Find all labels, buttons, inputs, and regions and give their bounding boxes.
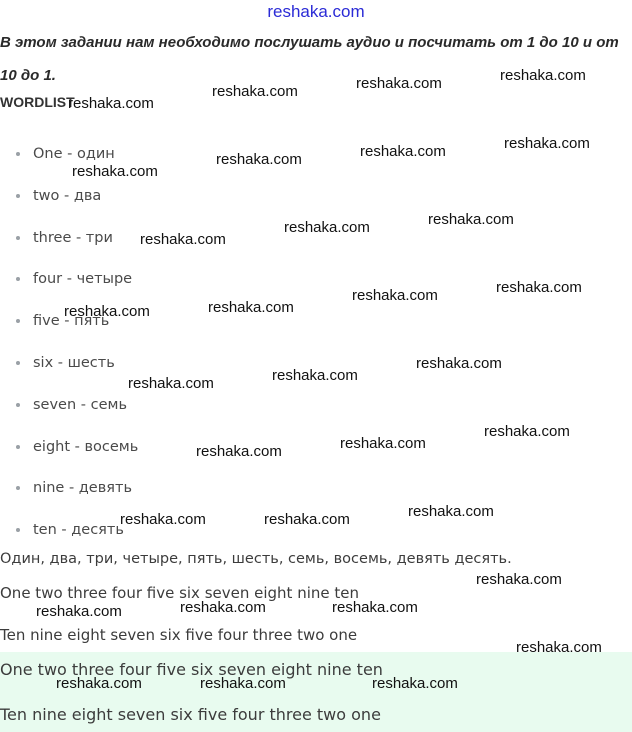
count-down-line: Ten nine eight seven six five four three two one	[0, 626, 358, 644]
bullet-icon	[16, 361, 20, 365]
site-link[interactable]: reshaka.com	[267, 2, 365, 21]
list-item-text: One - один	[33, 146, 115, 162]
list-item-text: six - шесть	[33, 354, 115, 371]
watermark: reshaka.com	[476, 571, 562, 588]
bullet-icon	[16, 194, 20, 198]
bullet-icon	[16, 445, 20, 449]
watermark: reshaka.com	[264, 511, 350, 528]
watermark: reshaka.com	[484, 423, 570, 440]
list-item-text: four - четыре	[33, 271, 133, 288]
bullet-icon	[16, 277, 20, 281]
list-item-text: seven - семь	[33, 396, 127, 413]
watermark: reshaka.com	[200, 675, 286, 692]
watermark: reshaka.com	[360, 143, 446, 160]
watermark: reshaka.com	[416, 355, 502, 372]
task-description: В этом задании нам необходимо послушать аудио и посчитать от 1 до 10 и от 10 до 1.	[0, 34, 619, 84]
bullet-icon	[16, 528, 20, 532]
highlighted-count-up-line: One two three four five six seven eight nine ten	[0, 660, 383, 679]
watermark: reshaka.com	[68, 95, 154, 112]
watermark: reshaka.com	[216, 151, 302, 168]
list-item-text: two - два	[33, 187, 102, 204]
bullet-icon	[16, 403, 20, 407]
watermark: reshaka.com	[128, 375, 214, 392]
list-item-text: eight - восемь	[33, 438, 139, 455]
watermark: reshaka.com	[36, 603, 122, 620]
bullet-icon	[16, 236, 20, 240]
bullet-icon	[16, 319, 20, 323]
list-item-text: five - пять	[33, 313, 110, 330]
watermark: reshaka.com	[496, 279, 582, 296]
watermark: reshaka.com	[72, 163, 158, 180]
watermark: reshaka.com	[196, 443, 282, 460]
list-item	[0, 389, 560, 431]
bullet-icon	[16, 152, 20, 156]
watermark: reshaka.com	[120, 511, 206, 528]
watermark: reshaka.com	[500, 67, 586, 84]
watermark: reshaka.com	[212, 83, 298, 100]
russian-count-line: Один, два, три, четыре, пять, шесть, семь, восемь, девять десять.	[0, 551, 512, 567]
watermark: reshaka.com	[340, 435, 426, 452]
wordlist-heading: WORDLIST	[0, 94, 75, 110]
watermark: reshaka.com	[372, 675, 458, 692]
watermark: reshaka.com	[272, 367, 358, 384]
watermark: reshaka.com	[180, 599, 266, 616]
wordlist	[0, 138, 560, 556]
watermark: reshaka.com	[356, 75, 442, 92]
highlighted-count-down-line: Ten nine eight seven six five four three two one	[0, 705, 381, 724]
count-up-line: One two three four five six seven eight nine ten	[0, 584, 359, 602]
list-item-text: ten - десять	[33, 522, 124, 539]
bullet-icon	[16, 486, 20, 490]
watermark: reshaka.com	[516, 639, 602, 656]
watermark: reshaka.com	[64, 303, 150, 320]
watermark: reshaka.com	[56, 675, 142, 692]
watermark: reshaka.com	[428, 211, 514, 228]
watermark: reshaka.com	[408, 503, 494, 520]
watermark: reshaka.com	[208, 299, 294, 316]
list-item-text: nine - девять	[33, 480, 132, 497]
watermark: reshaka.com	[352, 287, 438, 304]
watermark: reshaka.com	[140, 231, 226, 248]
list-item-text: three - три	[33, 229, 113, 246]
watermark: reshaka.com	[504, 135, 590, 152]
watermark: reshaka.com	[332, 599, 418, 616]
watermark: reshaka.com	[284, 219, 370, 236]
